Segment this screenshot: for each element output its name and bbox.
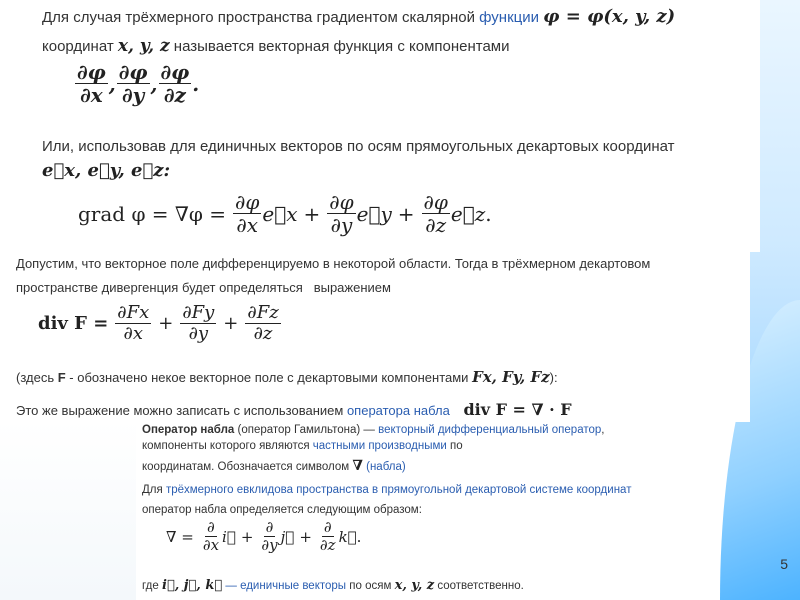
nabla-line-3: координатам. Обозначается символом ∇ (набла): [142, 458, 406, 474]
fraction-dphi-dy: $\frac{\partial\varphi}{\partial y}$: [118, 60, 148, 107]
fraction-dphi-dz: $\frac{\partial\varphi}{\partial z}$: [160, 60, 190, 107]
nabla-line-1: Оператор набла (оператор Гамильтона) — векторный дифференциальный оператор,: [142, 424, 605, 436]
divergence-formula: div F = $\frac{\partial Fx}{\partial x}$ + $\frac{\partial Fy}{\partial y}$ + $\frac{\partial Fz}{\partial z}$: [38, 302, 279, 344]
nabla-line-4: Для трёхмерного евклидова пространства в прямоугольной декартовой системе координат: [142, 484, 632, 496]
divergence-excerpt: [10, 252, 750, 422]
unit-vectors-sentence: Или, использовав для единичных векторов по осям прямоугольных декартовых координат: [42, 138, 675, 155]
divergence-line-2: пространстве дивергенция будет определяться выражением: [16, 280, 391, 295]
partial-derivatives-link[interactable]: частными производными: [312, 440, 447, 452]
function-link[interactable]: функции: [479, 9, 539, 26]
gradient-lhs: grad φ = ∇φ =: [78, 202, 227, 226]
field-components: Fx, Fy, Fz: [472, 368, 550, 386]
nabla-term-z: $\frac{\partial}{\partial z}$: [319, 518, 336, 554]
components-formula: $\frac{\partial\varphi}{\partial x}$ , $\frac{\partial\varphi}{\partial y}$ , $\frac{\partial\varphi}{\partial z}$ .: [77, 60, 200, 107]
coords-xyz: x, y, z: [117, 36, 170, 56]
divergence-line-4: Это же выражение можно записать с использованием оператора набла div F = ∇ · F: [16, 400, 572, 419]
div-term-z: $\frac{\partial Fz}{\partial z}$: [247, 302, 279, 344]
gradient-excerpt: [34, 0, 760, 252]
euclidean-space-link[interactable]: трёхмерного евклидова пространства в прямоугольной декартовой системе координат: [165, 484, 632, 496]
grad-term-z: $\frac{\partial\varphi}{\partial z}$: [423, 190, 448, 237]
nabla-line-2: компоненты которого являются частными производными по: [142, 440, 463, 452]
decorative-left-shade: [0, 420, 150, 600]
gradient-line-1: [42, 6, 675, 27]
nabla-lhs: ∇ =: [166, 527, 194, 546]
gradient-formula: grad φ = ∇φ = $\frac{\partial\varphi}{\partial x}$ e⃗x + $\frac{\partial\varphi}{\partial y}$ e⃗y + $\frac{\partial\varphi}{\partial z}$ e⃗z .: [78, 190, 492, 237]
vector-diff-operator-link[interactable]: векторный дифференциальный оператор: [378, 424, 602, 436]
nabla-line-5: оператор набла определяется следующим образом:: [142, 504, 422, 516]
unit-vectors-link[interactable]: — единичные векторы: [225, 580, 347, 592]
divergence-line-3: (здесь F - обозначено некое векторное поле с декартовыми компонентами Fx, Fy, Fz):: [16, 368, 558, 386]
nabla-formula: ∇ = $\frac{\partial}{\partial x}$ i⃗ + $\frac{\partial}{\partial y}$ j⃗ + $\frac{\partial}{\partial z}$ k⃗ .: [166, 518, 362, 554]
nabla-operator-link[interactable]: оператора набла: [346, 403, 450, 418]
unit-vectors-ijk: i⃗, j⃗, k⃗: [162, 578, 223, 593]
unit-vectors-list: e⃗x, e⃗y, e⃗z:: [42, 160, 171, 181]
phi-definition: φ = φ(x, y, z): [543, 6, 676, 27]
gradient-line-2-rest: называется векторная функция с компонентами: [173, 38, 510, 55]
divergence-lhs: div F =: [38, 313, 109, 335]
div-term-y: $\frac{\partial Fy}{\partial y}$: [182, 302, 215, 344]
axes-xyz: x, y, z: [394, 578, 435, 593]
nabla-term-x: $\frac{\partial}{\partial x}$: [202, 518, 220, 554]
div-term-x: $\frac{\partial Fx}{\partial x}$: [117, 302, 150, 344]
gradient-line-2: [42, 36, 510, 56]
divergence-line-1: Допустим, что векторное поле дифференцируемо в некоторой области. Тогда в трёхмерном декартовом: [16, 256, 651, 271]
grad-term-y: $\frac{\partial\varphi}{\partial y}$: [329, 190, 354, 237]
nabla-line-6: где i⃗, j⃗, k⃗ — единичные векторы по осям x, y, z соответственно.: [142, 578, 524, 593]
gradient-line-2-text: координат: [42, 38, 114, 55]
fraction-dphi-dx: $\frac{\partial\varphi}{\partial x}$: [77, 60, 106, 107]
nabla-symbol: ∇: [352, 458, 363, 474]
nabla-operator-excerpt: [136, 420, 673, 600]
nabla-link[interactable]: (набла): [366, 461, 406, 473]
slide-number: 5: [780, 556, 788, 572]
gradient-line-1-text: Для случая трёхмерного пространства градиентом скалярной: [42, 9, 475, 26]
nabla-term-y: $\frac{\partial}{\partial y}$: [261, 518, 278, 554]
divergence-nabla-formula: div F = ∇ · F: [463, 400, 572, 419]
grad-term-x: $\frac{\partial\varphi}{\partial x}$: [235, 190, 260, 237]
